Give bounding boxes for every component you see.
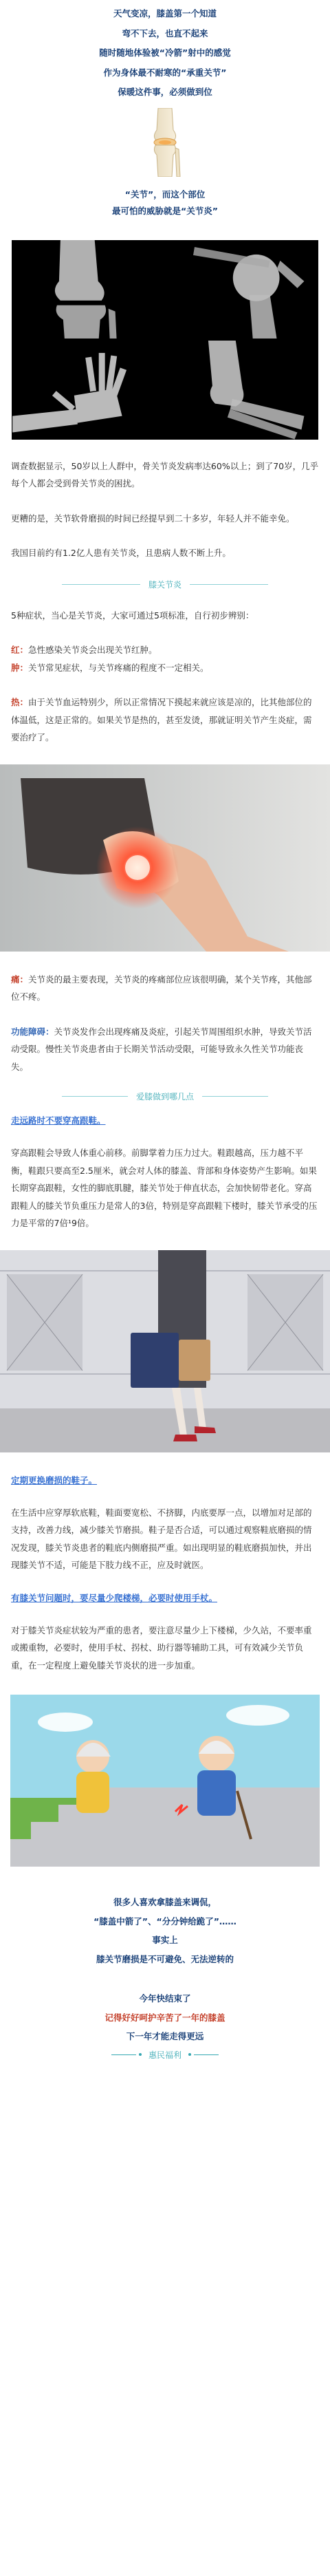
outro-line: 事实上 <box>152 1935 178 1945</box>
paragraph: 调查数据显示，50岁以上人群中，骨关节炎发病率达60%以上；到了70岁，几乎每个人都会受到骨关节炎的困扰。 <box>11 460 319 489</box>
intro-line: 保暖这件事，必须做到位 <box>118 87 212 97</box>
symptom-label: 功能障碍： <box>11 1026 54 1037</box>
tip-heading-wrap <box>0 1472 330 1489</box>
knee-joint-illustration <box>138 108 192 177</box>
symptom-text: 关节常见症状，与关节疼痛的程度不一定相关。 <box>28 662 209 673</box>
symptom-heat <box>0 694 330 747</box>
symptom-label: 肿： <box>11 662 29 673</box>
paragraph: 我国目前约有1.2亿人患有关节炎，且患病人数不断上升。 <box>11 548 231 558</box>
elderly-climbing-stairs-illustration <box>10 1695 320 1867</box>
tip-heading-high-heels: 走远路时不要穿高跟鞋。 <box>11 1115 106 1126</box>
intro-line: 天气变凉，膝盖第一个知道 <box>113 8 217 19</box>
symptom-text: 由于关节血运特别少，所以正常情况下摸起来就应该是凉的，比其他部位的体温低，这是正常的。如果关节是热的，甚至发烫，那就证明关节产生炎症，需要治疗了。 <box>11 697 312 742</box>
xray-knee-image <box>12 240 164 339</box>
intro-line: 随时随地体验被“冷箭”射中的感觉 <box>99 47 231 58</box>
paragraph: 更糟的是，关节软骨磨损的时间已经提早到二十多岁，年轻人并不能幸免。 <box>11 513 295 524</box>
xray-image-grid <box>12 240 318 440</box>
intro-block <box>0 0 330 219</box>
section-divider <box>62 1091 268 1102</box>
tip-heading-stairs: 有膝关节问题时，要尽量少爬楼梯，必要时使用手杖。 <box>11 1592 218 1603</box>
section-divider-label: 爱膝做到哪几点 <box>136 1092 195 1102</box>
symptom-swell <box>0 659 330 677</box>
xray-shoulder-image <box>166 240 319 339</box>
symptom-label: 红： <box>11 645 29 655</box>
outro-line: 下一年才能走得更远 <box>126 2031 204 2041</box>
paragraph: 在生活中应穿厚软底鞋，鞋面要宽松、不挤脚，内底要厚一点，以增加对足部的支持，改善力线，减少膝关节磨损。鞋子是否合适，可以通过观察鞋底磨损的情况发现，膝关节炎患者的鞋底内侧磨损严重。如出现明显的鞋底磨损加快，并出现膝关节不适，可能是下肢力线不正，应及时就医。 <box>11 1507 312 1570</box>
symptom-label: 痛： <box>11 974 29 985</box>
symptom-text: 关节炎发作会出现疼痛及炎症，引起关节周围组织水肿，导致关节活动受限。慢性关节炎患者由于长期关节活动受限，可能导致永久性关节功能丧失。 <box>11 1026 312 1072</box>
outro-block <box>0 1893 330 2061</box>
footer-stamp-label: 惠民福利 <box>148 2050 182 2060</box>
paragraph: 5种症状，当心是关节炎，大家可通过5项标准，自行初步辨别： <box>11 610 254 621</box>
symptom-red <box>0 641 330 659</box>
symptom-text: 急性感染关节炎会出现关节红肿。 <box>28 645 157 655</box>
outro-line: 膝关节磨损是不可避免、无法逆转的 <box>96 1953 234 1964</box>
outro-line: 很多人喜欢拿膝盖来调侃， <box>113 1897 217 1907</box>
section-divider <box>62 579 268 590</box>
intro-line: “关节”，而这个部位 <box>124 189 206 200</box>
tip-heading-wrap <box>0 1589 330 1607</box>
symptom-label: 热： <box>11 697 29 707</box>
high-heels-shopping-photo <box>0 1250 330 1452</box>
xray-elbow-image <box>166 341 319 440</box>
knee-pain-photo <box>0 764 330 952</box>
xray-hand-image <box>12 341 164 440</box>
tip-heading-shoes: 定期更换磨损的鞋子。 <box>11 1474 98 1485</box>
tip-heading-wrap <box>0 1112 330 1129</box>
intro-line: 弯不下去，也直不起来 <box>122 28 208 39</box>
symptom-pain <box>0 971 330 1006</box>
footer-stamp <box>0 2049 330 2061</box>
symptom-text: 关节炎的最主要表现，关节炎的疼痛部位应该很明确，某个关节疼，其他部位不疼。 <box>11 974 312 1002</box>
paragraph: 穿高跟鞋会导致人体重心前移。前脚掌着力压力过大。鞋跟越高，压力越不平衡，鞋跟只要高至2.5厘米，就会对人体的膝盖、背部和身体姿势产生影响。如果长期穿高跟鞋，女性的脚底肌腱，膝关节处于伸直状态，会加快韧带老化。穿高跟鞋人的膝关节负重压力是常人的3倍，特别是穿高跟鞋下楼时，膝关节承受的压力是平常的7倍¹9倍。 <box>11 1148 318 1228</box>
outro-line: “膝盖中箭了”、“分分钟给跪了”…… <box>94 1915 236 1926</box>
symptom-function <box>0 1023 330 1076</box>
outro-line: 今年快结束了 <box>139 1993 191 2004</box>
intro-line: 最可怕的威胁就是“关节炎” <box>112 205 218 216</box>
intro-line: 作为身体最不耐寒的“承重关节” <box>103 67 227 78</box>
paragraph: 对于膝关节炎症状较为严重的患者，要注意尽量少上下楼梯，少久站，不要率重或搬重物，必要时，使用手杖、拐杖、助行器等辅助工具，可有效减少关节负重，在一定程度上避免膝关节炎状的进一步加重。 <box>11 1624 312 1671</box>
section-divider-label: 膝关节炎 <box>148 579 182 590</box>
outro-line: 记得好好呵护辛苦了一年的膝盖 <box>104 2012 226 2023</box>
